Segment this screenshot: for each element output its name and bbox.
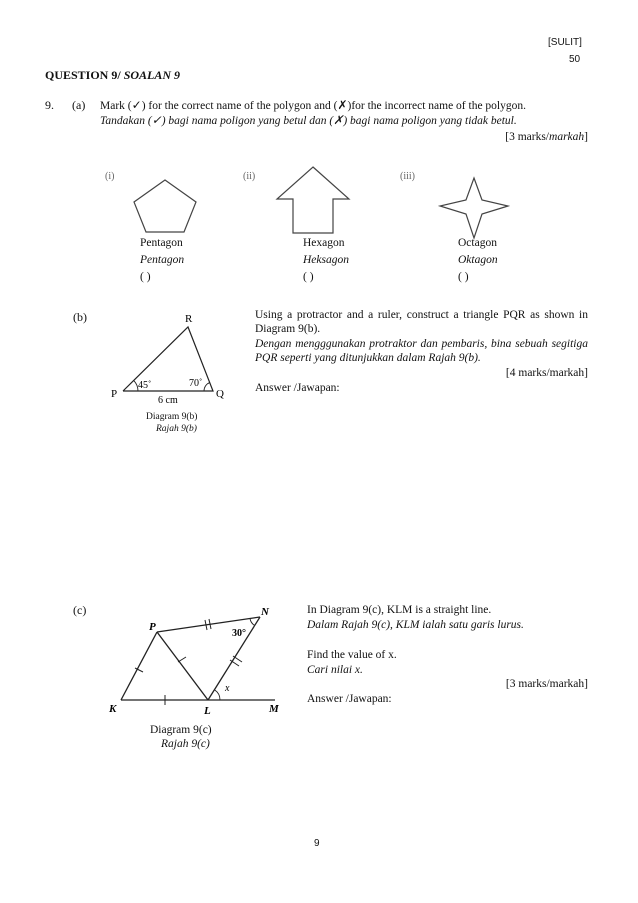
answer-box-1[interactable]: ( ) — [140, 271, 151, 283]
part-c-statement-ms: Dalam Rajah 9(c), KLM ialah satu garis lurus. — [307, 619, 524, 631]
question-number: 9. — [45, 98, 54, 112]
part-c-statement-en: In Diagram 9(c), KLM is a straight line. — [307, 604, 492, 616]
polygon-name-option-2: Hexagon Heksagon ( ) — [303, 237, 349, 283]
page-code: 50 — [569, 54, 581, 65]
part-b-label: (b) — [73, 310, 87, 324]
vertex-r-label: R — [185, 313, 193, 325]
part-c-find-en: Find the value of x. — [307, 649, 397, 661]
vertex-n-label: N — [261, 606, 269, 618]
vertex-l-label: L — [204, 705, 211, 717]
part-c-label: (c) — [73, 603, 87, 617]
answer-box-2[interactable]: ( ) — [303, 271, 314, 283]
angle-p-label: 45˚ — [138, 380, 152, 391]
part-a-instruction-ms: Tandakan (✓) bagi nama poligon yang betul dan (✗) bagi nama poligon yang tidak betul. — [100, 113, 517, 127]
tick-icon: ✓ — [151, 113, 162, 127]
part-c-marks: [3 marks/markah] — [505, 678, 588, 690]
vertex-m-label: M — [269, 703, 279, 715]
page-number: 9 — [314, 838, 320, 849]
arrow-polygon-shape — [273, 164, 353, 236]
angle-q-label: 70˚ — [189, 378, 203, 389]
part-b-marks: [4 marks/markah] — [505, 367, 588, 379]
polygon-name-option-3: Octagon Oktagon ( ) — [458, 237, 498, 283]
triangle-pqr-diagram — [100, 305, 235, 410]
vertex-p-label: P — [111, 388, 118, 400]
part-b-instruction-ms: Dengan mengggunakan protraktor dan pembaris, bina sebuah segitiga PQR seperti yang ditunjukkan dalam Rajah 9(b). — [255, 338, 588, 364]
diagram-9c-caption-en: Diagram 9(c) — [150, 724, 212, 736]
part-a-marks: [3 marks/markah] — [505, 131, 588, 143]
angle-x-label: x — [225, 683, 230, 694]
item-ii-label: (ii) — [243, 171, 256, 182]
part-c-find-ms: Cari nilai x. — [307, 664, 363, 676]
tick-icon: ✓ — [131, 98, 142, 112]
part-a-instruction-en: Mark (✓) for the correct name of the polygon and (✗)for the incorrect name of the polygon. — [100, 98, 527, 112]
question-title-ms: SOALAN 9 — [123, 68, 181, 82]
angle-30-label: 30° — [232, 628, 246, 639]
diagram-9b-caption-en: Diagram 9(b) — [146, 412, 198, 422]
item-iii-label: (iii) — [400, 171, 415, 182]
cross-icon: ✗ — [337, 98, 348, 112]
answer-box-3[interactable]: ( ) — [458, 271, 469, 283]
classification-label: [SULIT] — [548, 37, 582, 48]
cross-icon: ✗ — [333, 113, 344, 127]
part-b-instruction-en: Using a protractor and a ruler, construct a triangle PQR as shown in Diagram 9(b). — [255, 309, 588, 335]
vertex-p-label: P — [149, 621, 156, 633]
item-i-label: (i) — [105, 171, 115, 182]
question-title — [45, 68, 180, 83]
part-b-answer-label: Answer /Jawapan: — [255, 382, 340, 394]
diagram-9c-figure — [105, 600, 285, 720]
part-a-label: (a) — [72, 98, 86, 112]
polygon-name-option-1: Pentagon Pentagon ( ) — [140, 237, 185, 283]
vertex-k-label: K — [109, 703, 117, 715]
part-c-answer-label: Answer /Jawapan: — [307, 693, 392, 705]
diagram-9c-caption-ms: Rajah 9(c) — [161, 738, 210, 750]
base-length-label: 6 cm — [158, 395, 178, 406]
vertex-q-label: Q — [216, 388, 224, 400]
pentagon-shape — [130, 176, 200, 236]
question-title-en: QUESTION 9/ — [45, 68, 121, 82]
star-polygon-shape — [438, 176, 510, 240]
diagram-9b-caption-ms: Rajah 9(b) — [156, 424, 197, 434]
